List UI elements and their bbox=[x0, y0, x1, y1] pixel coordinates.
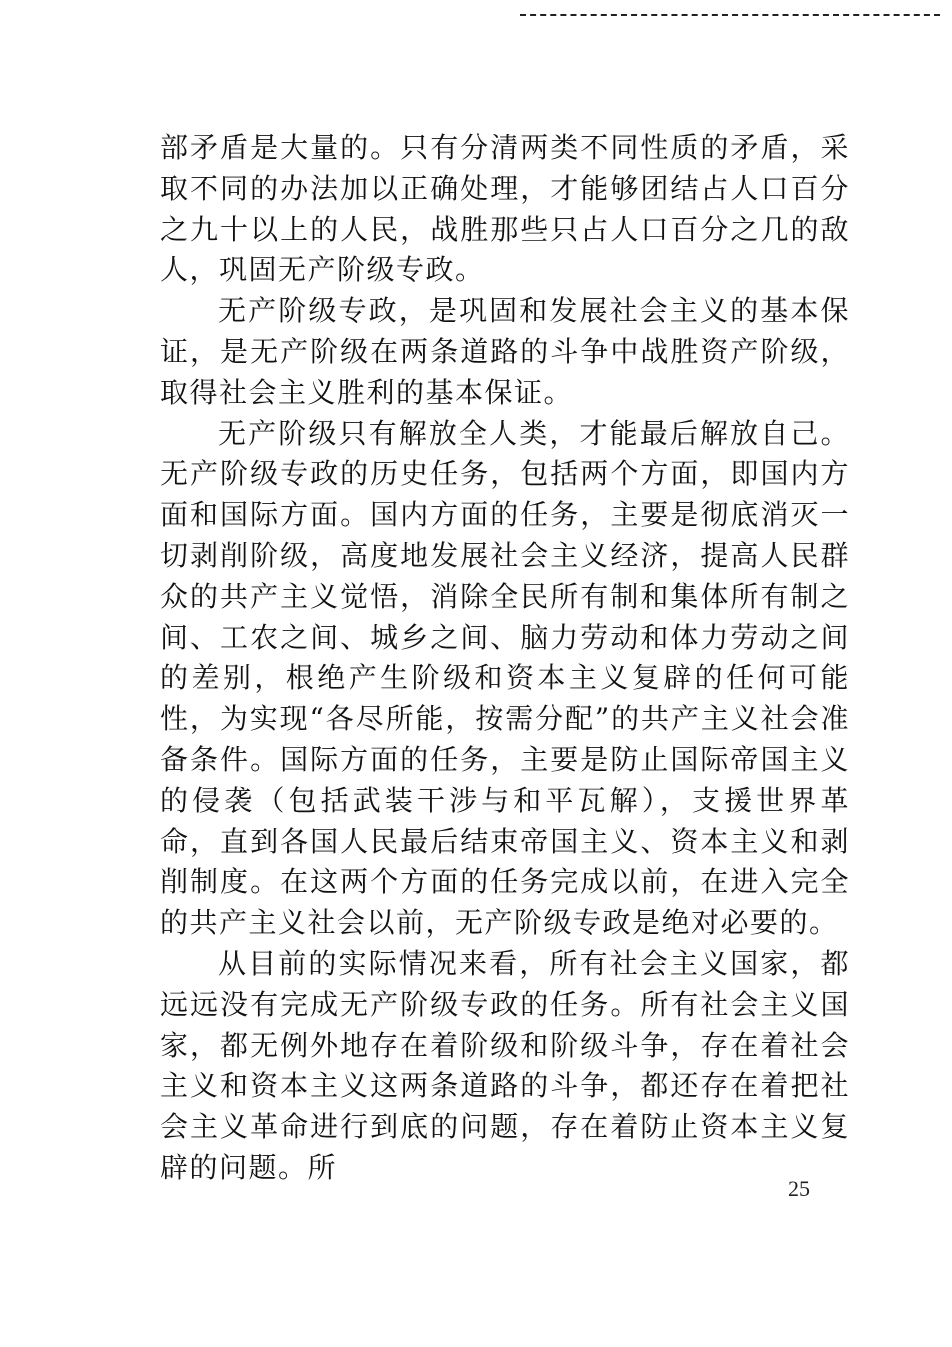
header-dashed-rule bbox=[520, 14, 940, 16]
page-number: 25 bbox=[788, 1176, 810, 1201]
paragraph-1: 部矛盾是大量的。只有分清两类不同性质的矛盾，采取不同的办法加以正确处理，才能够团结占人口百分之九十以上的人民，战胜那些只占人口百分之几的敌人，巩固无产阶级专政。 bbox=[160, 131, 850, 287]
paragraph-3: 无产阶级只有解放全人类，才能最后解放自己。无产阶级专政的历史任务，包括两个方面，即国内方面和国际方面。国内方面的任务，主要是彻底消灭一切剥削阶级，高度地发展社会主义经济，提高人民群众的共产主义觉悟，消除全民所有制和集体所有制之间、工农之间、城乡之间、脑力劳动和体力劳动之间的差别，根绝产生阶级和资本主义复辟的任何可能性，为实现“各尽所能，按需分配”的共产主义社会准备条件。国际方面的任务，主要是防止国际帝国主义的侵袭（包括武装干涉与和平瓦解），支援世界革命，直到各国人民最后结束帝国主义、资本主义和剥削制度。在这两个方面的任务完成以前，在进入完全的共产主义社会以前，无产阶级专政是绝对必要的。 bbox=[160, 416, 850, 940]
page-body-text bbox=[160, 128, 850, 1189]
paragraph-2: 无产阶级专政，是巩固和发展社会主义的基本保证，是无产阶级在两条道路的斗争中战胜资产阶级，取得社会主义胜利的基本保证。 bbox=[160, 294, 850, 409]
paragraph-4: 从目前的实际情况来看，所有社会主义国家，都远远没有完成无产阶级专政的任务。所有社会主义国家，都无例外地存在着阶级和阶级斗争，存在着社会主义和资本主义这两条道路的斗争，都还存在着把社会主义革命进行到底的问题，存在着防止资本主义复辟的问题。所 bbox=[160, 946, 850, 1184]
